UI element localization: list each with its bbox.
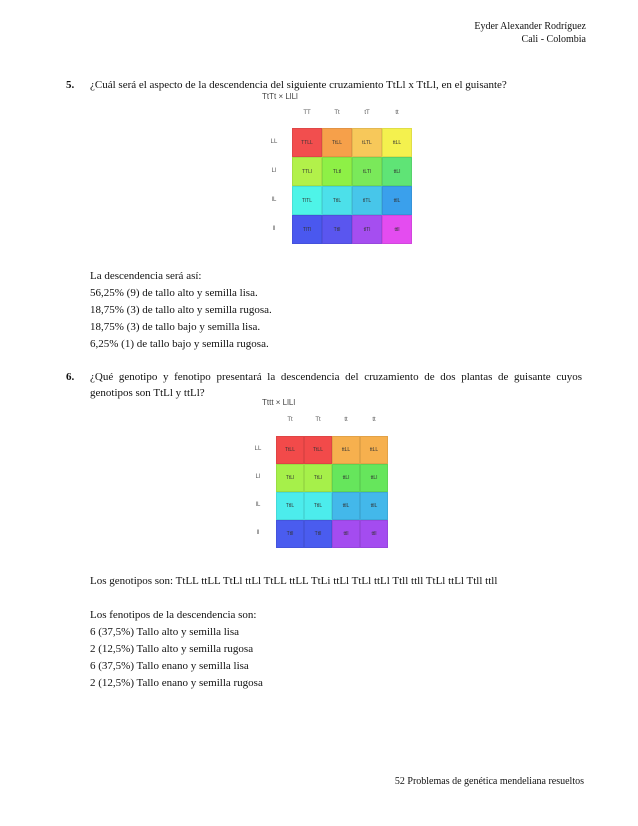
punnett-cell: Ttll [322, 215, 352, 244]
punnett-cell: ttll [382, 215, 412, 244]
phenotype-line: 2 (12,5%) Tallo enano y semilla rugosa [90, 677, 263, 689]
punnett-column-header: TT [303, 110, 311, 116]
punnett-cell: TtLl [304, 464, 332, 492]
punnett-column-header: Tt [315, 417, 321, 423]
question-6-phenotypes [90, 607, 263, 692]
punnett-cell: ttll [332, 520, 360, 548]
punnett-title: TtTt × LlLl [262, 92, 298, 101]
answer-line: 56,25% (9) de tallo alto y semilla lisa. [90, 287, 258, 299]
punnett-cell: ttlL [382, 186, 412, 215]
question-6-number: 6. [66, 371, 75, 383]
punnett-cell: ttll [360, 520, 388, 548]
author-location: Cali - Colombia [521, 34, 586, 45]
punnett-cell: TTLl [292, 157, 322, 186]
punnett-column-header: tT [364, 110, 370, 116]
punnett-column-header: Tt [334, 110, 340, 116]
punnett-cell: TtLl [276, 464, 304, 492]
punnett-cell: TlTl [292, 215, 322, 244]
punnett-row-header: ll [256, 530, 260, 536]
punnett-row-header: Ll [255, 474, 261, 480]
answer-line: 18,75% (3) de tallo bajo y semilla lisa. [90, 321, 261, 333]
punnett-cell: TtlL [276, 492, 304, 520]
phenotype-line: 6 (37,5%) Tallo alto y semilla lisa [90, 626, 240, 638]
genotypes-line: Los genotipos son: TtLL ttLL TtLl ttLl TtLL ttLL TtLi ttLl TtLl ttLl Ttll ttll TtLl ttLl Ttll ttll [90, 575, 498, 587]
question-6-genotypes [90, 573, 497, 590]
punnett-cell: ttLL [332, 436, 360, 464]
punnett-cell: TlTL [292, 186, 322, 215]
punnett-cell: ttlL [332, 492, 360, 520]
punnett-cell: ttLL [382, 128, 412, 157]
punnett-row-header: lL [271, 196, 277, 203]
punnett-cell: tlTL [352, 186, 382, 215]
punnett-row-header: ll [272, 225, 276, 232]
phenotype-line: Los fenotipos de la descendencia son: [90, 609, 257, 621]
page-header [474, 20, 586, 46]
punnett-row-header: LL [254, 446, 262, 452]
author-name: Eyder Alexander Rodríguez [474, 21, 586, 32]
question-5-number: 5. [66, 79, 75, 91]
punnett-row-header: lL [255, 502, 261, 508]
punnett-cell: ttLL [360, 436, 388, 464]
punnett-cell: Ttll [276, 520, 304, 548]
answer-line: 18,75% (3) de tallo alto y semilla rugosa. [90, 304, 272, 316]
punnett-column-header: Tt [287, 417, 293, 423]
punnett-cell: tlTl [352, 215, 382, 244]
phenotype-line: 2 (12,5%) Tallo alto y semilla rugosa [90, 643, 254, 655]
punnett-cell: TTLL [292, 128, 322, 157]
punnett-cell: TtLL [322, 128, 352, 157]
punnett-square-q5 [262, 92, 422, 250]
question-5-text: ¿Cuál será el aspecto de la descendencia del siguiente cruzamiento TtLl x TtLl, en el guisante? [90, 79, 507, 91]
question-6 [66, 369, 582, 401]
phenotype-line: 6 (37,5%) Tallo enano y semilla lisa [90, 660, 249, 672]
punnett-row-header: LL [270, 138, 278, 145]
punnett-cell: ttlL [360, 492, 388, 520]
punnett-column-header: tt [344, 417, 348, 423]
punnett-cell: ttLl [382, 157, 412, 186]
punnett-cell: TtlL [322, 186, 352, 215]
punnett-cell: TtLL [276, 436, 304, 464]
punnett-row-header: Ll [271, 167, 277, 174]
punnett-cell: TtlL [304, 492, 332, 520]
punnett-cell: ttLl [360, 464, 388, 492]
question-6-text: ¿Qué genotipo y fenotipo presentará la descendencia del cruzamiento de dos plantas de guisante cuyos genotipos son TtLl y ttLl? [90, 371, 582, 399]
punnett-cell: Ttll [304, 520, 332, 548]
answer-line: La descendencia será así: [90, 270, 202, 282]
punnett-column-header: tt [395, 110, 399, 116]
punnett-column-header: tt [372, 417, 376, 423]
punnett-cell: tLTl [352, 157, 382, 186]
punnett-cell: TLtl [322, 157, 352, 186]
punnett-cell: tLTL [352, 128, 382, 157]
answer-line: 6,25% (1) de tallo bajo y semilla rugosa. [90, 338, 269, 350]
punnett-square-q6 [254, 398, 398, 554]
question-5-answer [90, 268, 272, 353]
page-footer: 52 Problemas de genética mendeliana resueltos [394, 776, 584, 787]
punnett-cell: ttLl [332, 464, 360, 492]
punnett-cell: TtLL [304, 436, 332, 464]
question-5 [66, 77, 586, 93]
punnett-title: Tttt × LlLl [262, 398, 296, 407]
